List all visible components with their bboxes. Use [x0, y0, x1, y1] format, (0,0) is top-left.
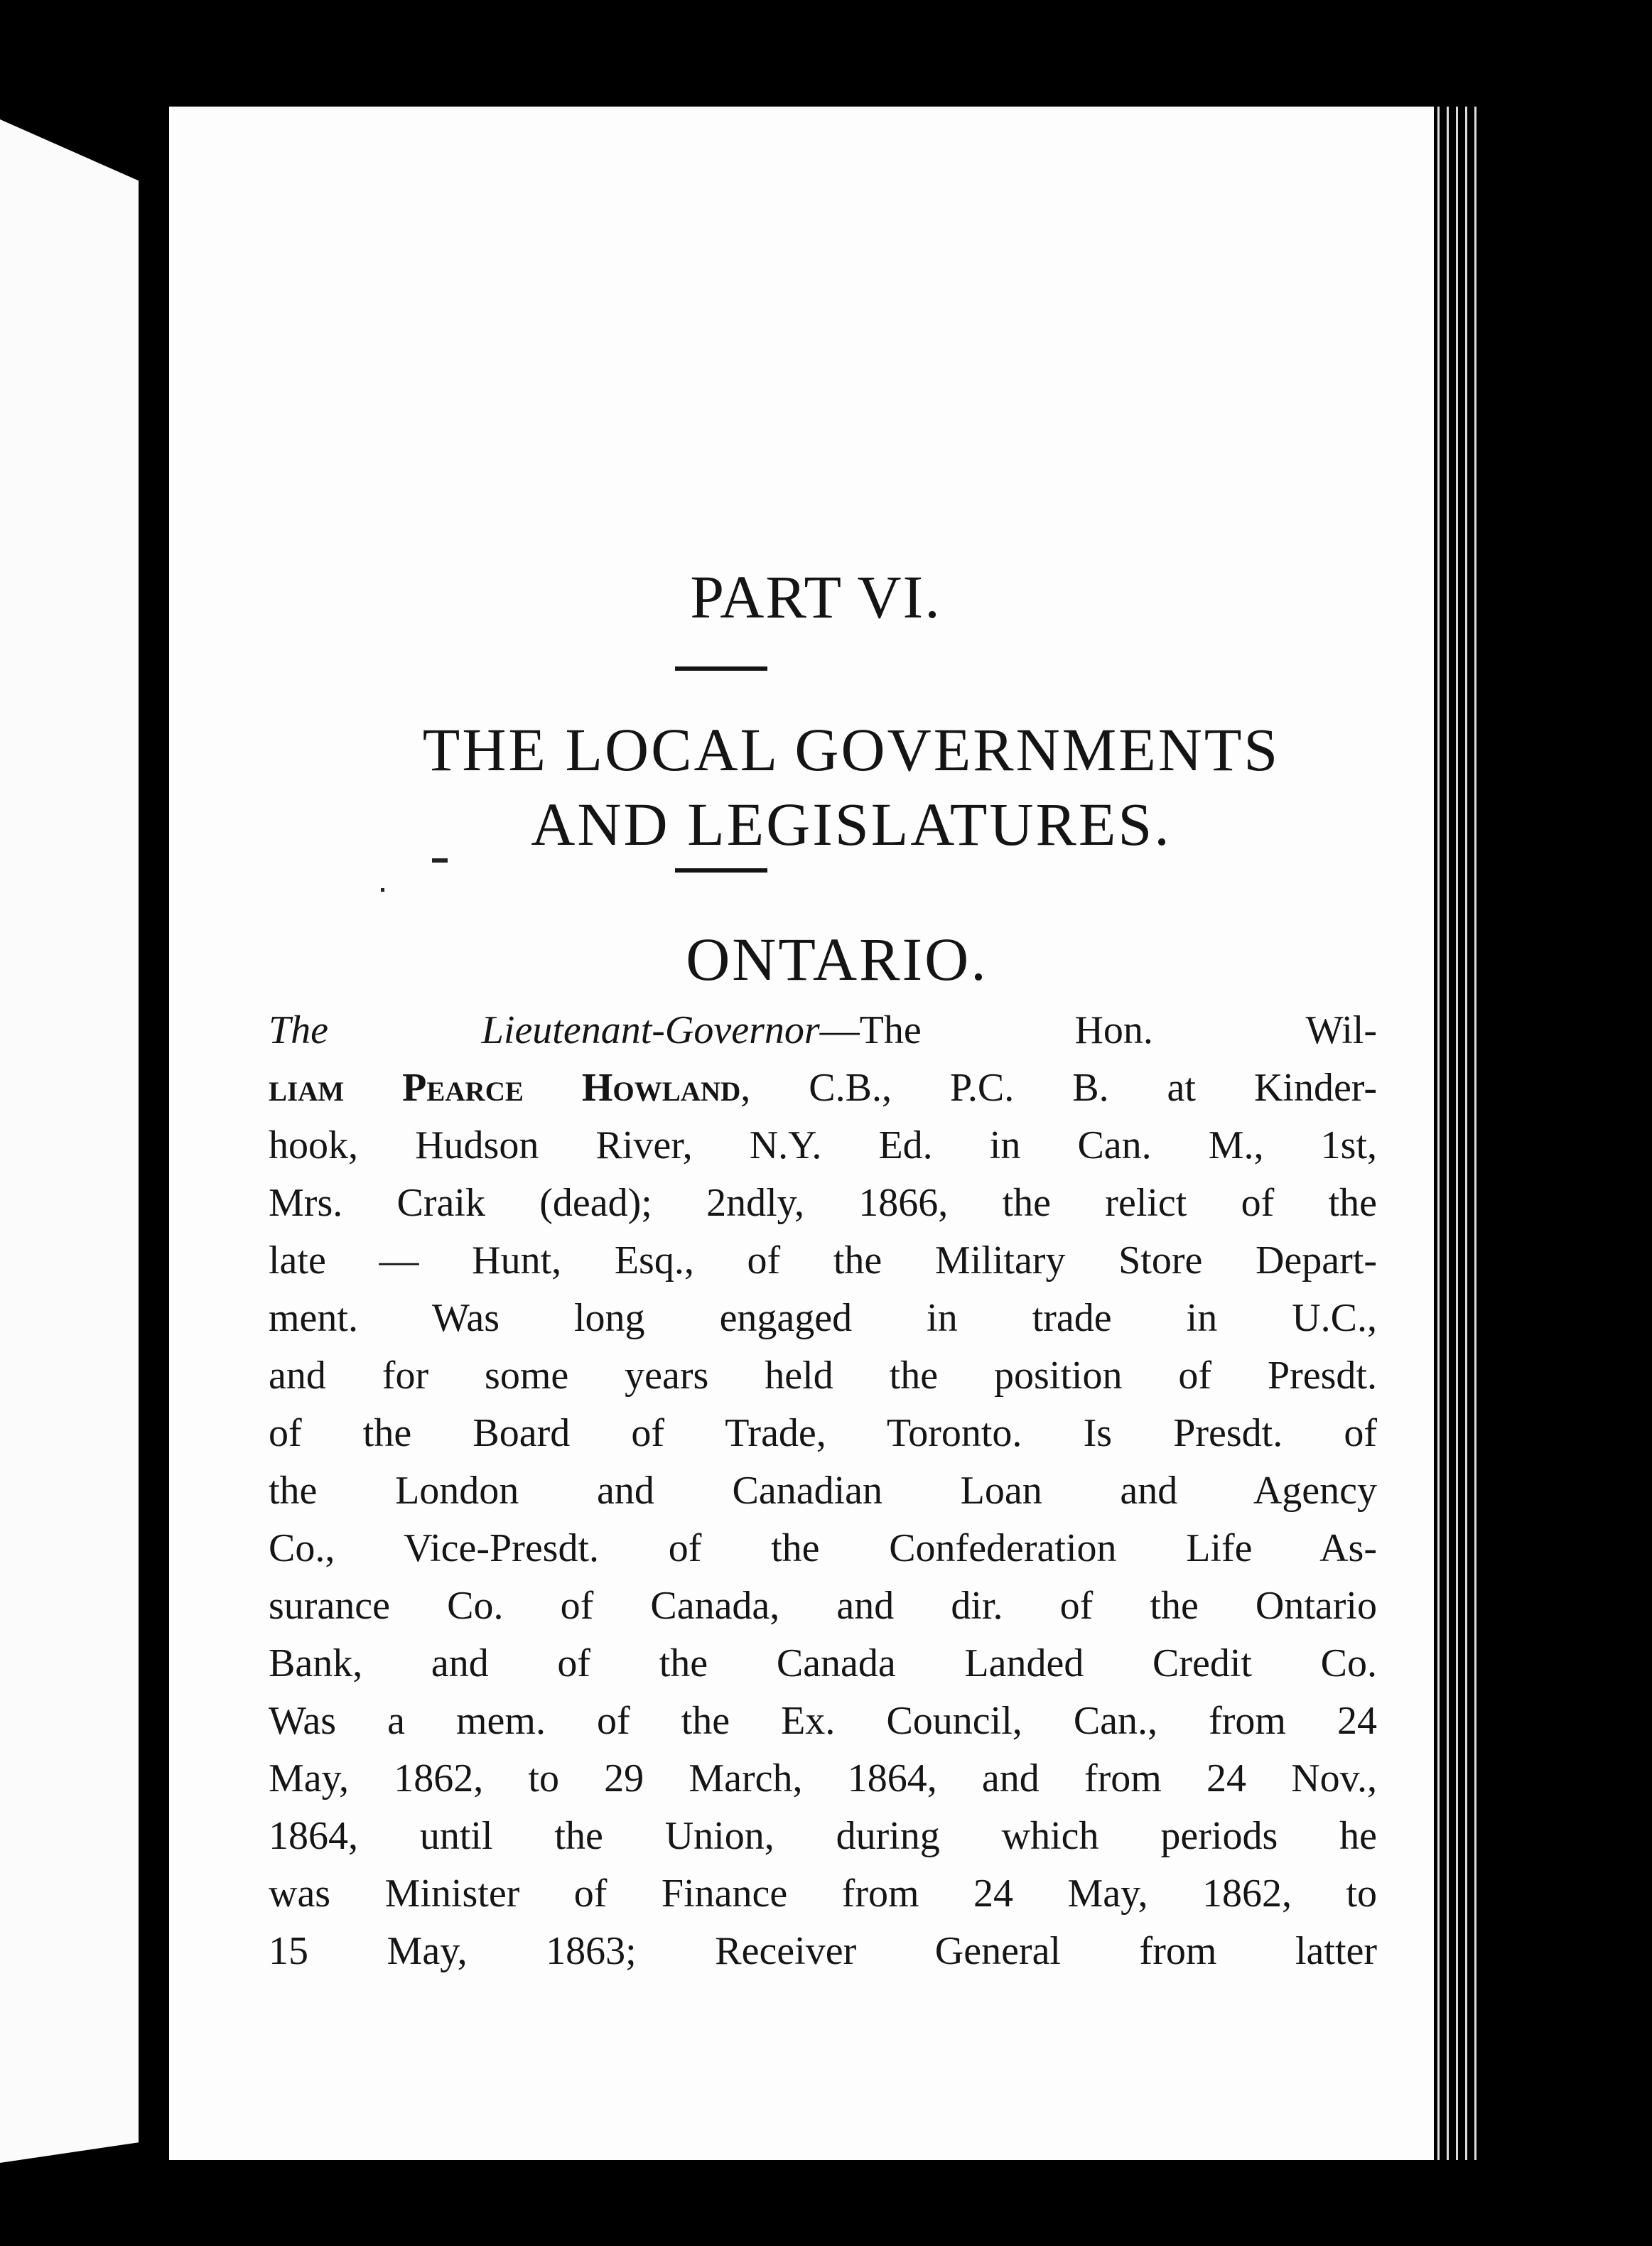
text-line — [269, 1175, 1377, 1232]
line-text: —The Hon. Wil- — [819, 1008, 1377, 1052]
text-line — [269, 1232, 1377, 1290]
province-title: ONTARIO. — [686, 925, 988, 993]
ink-speck — [381, 888, 384, 892]
section-title-line-2: AND LEGISLATURES. — [531, 790, 1172, 858]
text-line — [269, 1002, 1377, 1059]
ink-speck — [432, 858, 448, 863]
line-text: the London and Canadian Loan and Agency — [269, 1469, 1377, 1513]
text-line — [269, 1520, 1377, 1577]
part-title: PART VI. — [690, 563, 941, 631]
text-line — [269, 1290, 1377, 1347]
page-stack-edge — [1434, 107, 1476, 2160]
text-line — [269, 1808, 1377, 1865]
line-text: May, 1862, to 29 March, 1864, and from 24 Nov., — [269, 1756, 1377, 1800]
adjacent-page-edge — [0, 119, 139, 2163]
book-page — [169, 107, 1434, 2160]
text-line — [269, 1577, 1377, 1635]
text-line — [269, 1750, 1377, 1808]
line-text: 15 May, 1863; Receiver General from latter — [269, 1929, 1377, 1973]
text-line — [269, 1635, 1377, 1692]
line-text: Co., Vice-Presdt. of the Confederation Life As- — [269, 1526, 1377, 1570]
text-line — [269, 1347, 1377, 1405]
person-name: liam Pearce Howland — [269, 1066, 741, 1110]
line-text: and for some years held the position of Presdt. — [269, 1354, 1377, 1398]
body-text — [269, 1002, 1377, 1980]
text-line — [269, 1865, 1377, 1923]
line-text: surance Co. of Canada, and dir. of the Ontario — [269, 1584, 1377, 1628]
line-text: Bank, and of the Canada Landed Credit Co. — [269, 1641, 1377, 1685]
title-rule — [675, 666, 767, 671]
text-line — [269, 1059, 1377, 1117]
line-text: hook, Hudson River, N.Y. Ed. in Can. M., 1st, — [269, 1123, 1377, 1167]
line-text: , C.B., P.C. B. at Kinder- — [740, 1066, 1377, 1110]
text-line — [269, 1117, 1377, 1175]
line-text: 1864, until the Union, during which periods he — [269, 1814, 1377, 1858]
line-text: was Minister of Finance from 24 May, 1862, to — [269, 1872, 1377, 1916]
text-line — [269, 1692, 1377, 1750]
line-text: of the Board of Trade, Toronto. Is Presdt. of — [269, 1411, 1377, 1455]
text-line — [269, 1923, 1377, 1980]
line-text: Was a mem. of the Ex. Council, Can., from 24 — [269, 1699, 1377, 1743]
text-line — [269, 1405, 1377, 1462]
office-title: The Lieutenant-Governor — [269, 1008, 820, 1052]
line-text: ment. Was long engaged in trade in U.C., — [269, 1296, 1377, 1340]
section-title-line-1: THE LOCAL GOVERNMENTS — [422, 716, 1280, 784]
text-line — [269, 1462, 1377, 1520]
section-rule — [675, 868, 767, 873]
line-text: late — Hunt, Esq., of the Military Store Depart- — [269, 1238, 1377, 1283]
line-text: Mrs. Craik (dead); 2ndly, 1866, the relict of the — [269, 1181, 1377, 1225]
